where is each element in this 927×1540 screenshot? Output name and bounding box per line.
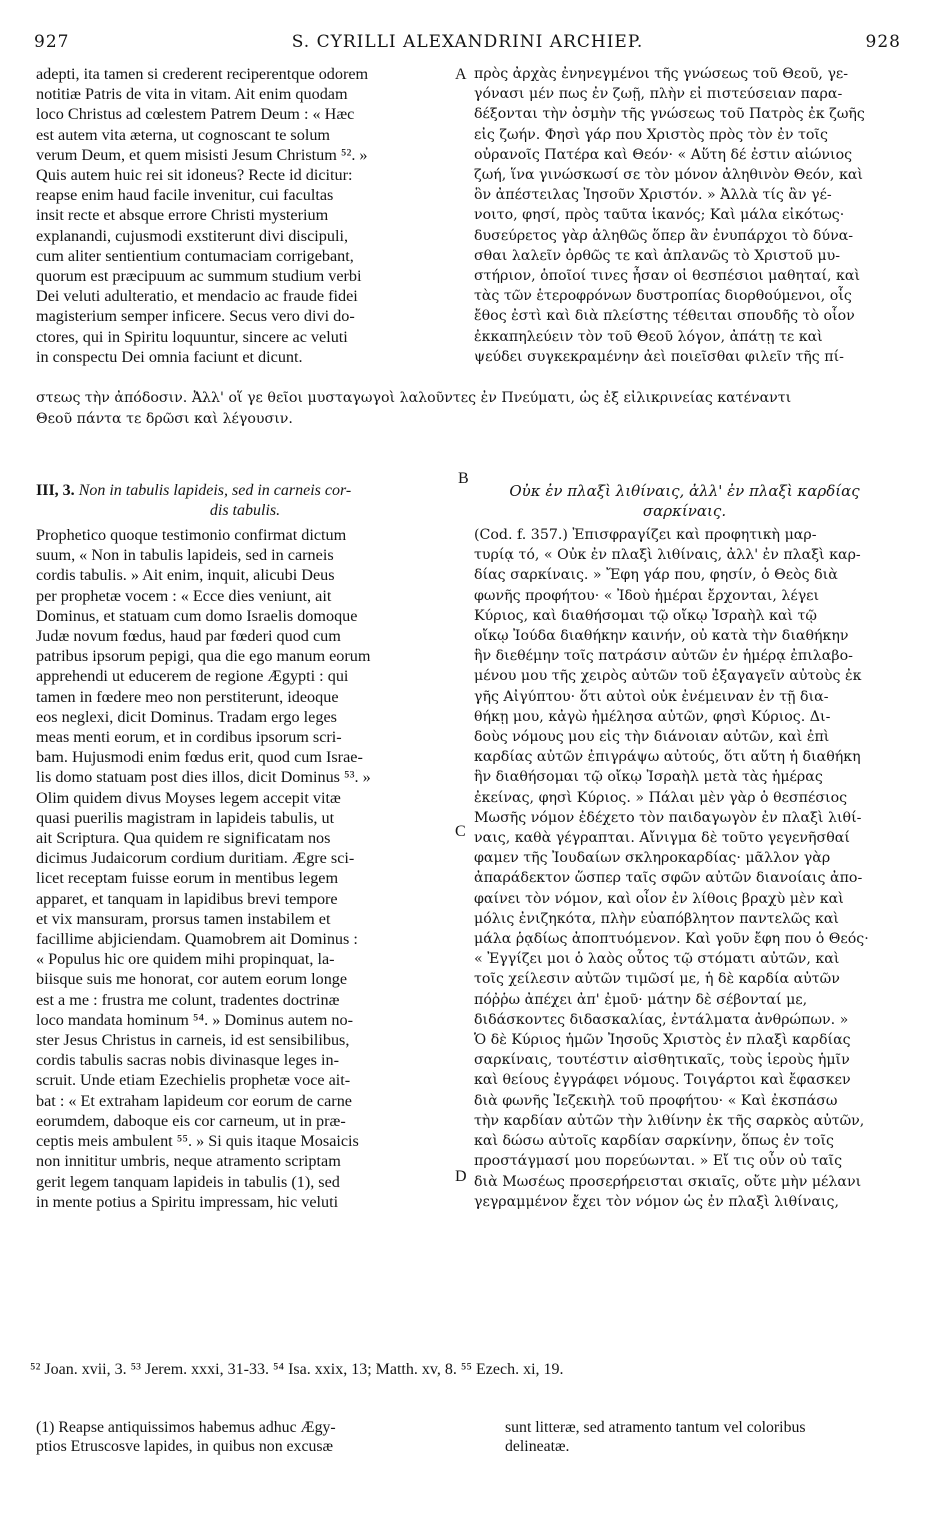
greek-main-line: δοὺς νόμους μου εἰς τὴν διάνοιαν αὐτῶν, καὶ ἐπὶ [474,729,830,746]
greek-top-line: ἔθος ἐστὶ καὶ διὰ πλείστης τέθειται σπουδῆς τὸ οἷον [474,308,855,325]
greek-main-line: καὶ θείους ἐγγράφει νόμους. Τοιγάρτοι καὶ ἔφασκεν [474,1072,851,1089]
latin-main-line: est a me : frustra me colunt, tradentes doctrinæ [36,990,340,1009]
note-right-line: delineatæ. [505,1438,570,1455]
running-title: S. CYRILLI ALEXANDRINI ARCHIEP. [291,32,644,52]
latin-main-line: facillime abjiciendam. Quamobrem ait Dominus : [36,930,358,949]
latin-top-line: Quis autem huic rei sit idoneus? Recte id dicitur: [36,166,353,185]
page-number-left: 927 [34,32,70,52]
greek-span-line: Θεοῦ πάντα τε δρῶσι καὶ λέγουσιν. [36,410,293,427]
latin-main-line: apprehendi ut educerem de regione Ægypti : qui [36,667,349,686]
page-header [34,32,901,60]
latin-top-line: in conspectu Dei omnia faciunt et dicunt. [36,347,303,366]
latin-top-line: loco Christus ad cœlestem Patrem Deum : « Hæc [36,105,355,124]
latin-main-line: suum, « Non in tabulis lapideis, sed in carneis [36,546,334,565]
note-left-line: (1) Reapse antiquissimos habemus adhuc Ægy- [36,1419,336,1436]
latin-top-line: explanandi, cujusmodi exstiterunt divi discipuli, [36,226,349,245]
latin-main-line: eos neglexi, dicit Dominus. Tradam ergo leges [36,707,337,726]
latin-main-line: non innititur umbris, neque atramento scriptam [36,1152,341,1171]
greek-main-line: τυρίᾳ τό, « Οὐκ ἐν πλαξὶ λιθίναις, ἀλλ' ἐν πλαξὶ καρ- [474,547,861,564]
greek-top-line: τὰς τῶν ἑτεροφρόνων δυστροπίας διορθούμενοι, οἷς [474,288,852,305]
latin-column-main [36,525,454,1212]
greek-main-line: διὰ Μωσέως προσερήρεισται σκιαῖς, οὔτε μὴν μέλανι [474,1173,862,1190]
latin-main-line: lis domo statuam post dies illos, dicit Dominus ⁵³. » [36,768,371,787]
greek-main-line: Μωσῆς νόμον ἐδέχετο τὸν παιδαγωγὸν ἐν πλαξὶ λιθί- [474,809,862,826]
note-right [505,1418,885,1456]
greek-column-top [474,64,895,367]
latin-main-line: bat : « Et extraham lapideum cor eorum de carne [36,1091,352,1110]
note-right-line: sunt litteræ, sed atramento tantum vel coloribus [505,1419,806,1436]
latin-main-line: et vix mansuram, prorsus tamen instabilem et [36,909,331,928]
latin-main-line: biisque suis me honorat, cor autem eorum longe [36,970,348,989]
latin-top-line: notitiæ Patris de vita in vitam. Ait enim quodam [36,85,348,104]
greek-main-line: γεγραμμένον ἔχει τὸν νόμον ὡς ἐν πλαξὶ λιθίναις, [474,1193,839,1210]
note-left-line: ptios Etruscosve lapides, in quibus non excusæ [36,1438,334,1455]
latin-main-line: apparet, et tanquam in lapidibus brevi tempore [36,889,338,908]
latin-top-line: est autem vita æterna, ut cognoscant te solum [36,125,330,144]
section-greek-line: Οὐκ ἐν πλαξὶ λιθίναις, ἀλλ' ἐν πλαξὶ καρδίας [509,482,860,500]
latin-main-line: cordis tabulis. » Ait enim, inquit, alicubi Deus [36,566,335,585]
section-greek-line: σαρκίναις. [642,502,727,520]
latin-main-line: dicimus Judaicorum cordium duritiam. Ægre sci- [36,849,355,868]
latin-main-line: meas menti eorum, et in cordibus ipsorum scri- [36,728,342,747]
margin-marker-d: D [455,1168,467,1185]
latin-main-line: loco mandata hominum ⁵⁴. » Dominus autem no- [36,1010,353,1029]
greek-top-line: στήριον, ὁποῖοί τινες ἦσαν οἱ θεσπέσιοι μαθηταί, καὶ [474,268,861,285]
greek-span-line: στεως τὴν ἀπόδοσιν. Ἀλλ' οἵ γε θεῖοι μυσταγωγοὶ λαλοῦντες ἐν Πνεύματι, ὡς ἐξ εἰλικρινείας κατέναντι [36,390,792,406]
greek-main-line: προστάγμασί μου πορεύωνται. » Εἴ τις οὖν οὐ ταῖς [474,1153,843,1170]
greek-main-line: ἣν διεθέμην τοῖς πατράσιν αὐτῶν ἐν ἡμέρᾳ ἐπιλαβο- [474,648,853,665]
greek-main-line: Κύριος, καὶ διαθήσομαι τῷ οἴκῳ Ἰσραὴλ καὶ τῷ [474,607,817,624]
greek-top-line: οὐρανοῖς Πατέρα καὶ Θεόν· « Αὕτη δέ ἐστιν αἰώνιος [474,146,853,163]
latin-top-line: verum Deum, et quem misisti Jesum Christum ⁵². » [36,145,368,164]
latin-main-line: quasi puerilis magistram in lapideis tabulis, ut [36,808,335,827]
latin-main-line: bam. Hujusmodi enim fœdus erit, quod cum Israe- [36,748,363,767]
greek-main-line: γῆς Αἰγύπτου· ὅτι αὐτοὶ οὐκ ἐνέμειναν ἐν τῇ δια- [474,688,829,705]
greek-top-line: ψεύδει συγκεκραμένην ἀεὶ ποιεῖσθαι φιλεῖν τῆς πί- [474,348,844,365]
greek-main-line: καὶ δώσω αὐτοῖς καρδίαν σαρκίνην, ὅπως ἐν τοῖς [474,1133,834,1150]
greek-main-line: σαρκίναις, τουτέστιν αἰσθητικαῖς, τοὺς ἱεροὺς ἡμῖν [474,1052,850,1069]
note-left [36,1418,472,1456]
greek-main-line: μένου μου τῆς χειρὸς αὐτῶν τοῦ ἐξαγαγεῖν αὐτοὺς ἐκ [474,668,862,685]
greek-top-line: δέξονται τὴν ὀσμὴν τῆς γνώσεως τοῦ Πατρὸς ἐκ ζωῆς [474,106,865,123]
greek-main-line: « Ἐγγίζει μοι ὁ λαὸς οὗτος τῷ στόματι αὐτῶν, καὶ [474,951,840,968]
greek-main-line: ἀπαράδεκτον ὥσπερ ταῖς σφῶν αὐτῶν διανοίαις ἀπο- [474,870,863,887]
greek-top-line: εἰς ζωήν. Φησὶ γάρ που Χριστὸς πρὸς τὸν ἐν τοῖς [474,126,828,143]
latin-main-line: per prophetæ vocem : « Ecce dies veniunt, ait [36,586,332,605]
greek-main-line: φωνῆς προφήτου· « Ἰδοὺ ἡμέραι ἔρχονται, λέγει [474,587,820,604]
margin-marker-b: B [458,470,469,487]
greek-main-line: φαμεν τῆς Ἰουδαίων σκληροκαρδίας· μᾶλλον γὰρ [474,850,831,867]
greek-top-line: ἐκκαπηλεύειν τὸν τοῦ Θεοῦ λόγον, ἀπάτῃ τε καὶ [474,328,823,345]
greek-top-line: σθαι λαλεῖν ὀρθῶς τε καὶ ἀπλανῶς τὸ Χριστοῦ μυ- [474,247,841,264]
latin-top-line: Dei veluti adulteratio, et mendacio ac fraude fidei [36,287,358,306]
greek-main-line: μόλις ἐνιζηκότα, πλὴν εὐαπόβλητον παντελῶς καὶ [474,910,839,927]
latin-column-top [36,64,454,367]
latin-main-line: patribus ipsorum pepigi, qua die ego manum eorum [36,647,371,666]
latin-main-line: gerit legem tanquam lapideis in tabulis (1), sed [36,1172,340,1191]
greek-main-line: ἣν διαθήσομαι τῷ οἴκῳ Ἰσραὴλ μετὰ τὰς ἡμέρας [474,769,823,786]
latin-main-line: ait Scriptura. Qua quidem re significatam nos [36,829,331,848]
greek-span-text [36,388,896,429]
latin-main-line: in mente potius a Spiritu impressam, hic veluti [36,1192,339,1211]
latin-main-line: tamen in fœdere meo non perstiterunt, ideoque [36,687,339,706]
greek-main-line: (Cod. f. 357.) Ἐπισφραγίζει καὶ προφητικὴ μαρ- [474,527,817,543]
latin-top-line: cum aliter sentientium contumaciam corrigebant, [36,246,354,265]
greek-main-line: τὴν καρδίαν αὐτῶν τὴν λιθίνην ἐκ τῆς σαρκὸς αὐτῶν, [474,1112,865,1129]
latin-main-line: ster Jesus Christus in carneis, id est sensibilibus, [36,1031,350,1050]
latin-main-line: scruit. Unde etiam Ezechielis prophetæ voce ait- [36,1071,351,1090]
greek-main-line: οἴκῳ Ἰούδα διαθήκην καινήν, οὐ κατὰ τὴν διαθήκην [474,628,849,645]
latin-top-line: ctores, qui in Spiritu loquuntur, sincere ac veluti [36,327,348,346]
footnote-references: ⁵² Joan. xvii, 3. ⁵³ Jerem. xxxi, 31-33. ⁵⁴ Isa. xxix, 13; Matth. xv, 8. ⁵⁵ Ezech. xi, 19. [30,1361,564,1378]
greek-main-line: μάλα ῥᾳδίως ἀποπτυόμενον. Καὶ γοῦν ἔφη που ὁ Θεός· [474,931,869,948]
latin-top-line: magisterium semper inficere. Secus vero divi do- [36,307,355,326]
greek-main-line: τοῖς χείλεσιν αὐτῶν τιμῶσί με, ἡ δὲ καρδία αὐτῶν [474,971,840,988]
latin-main-line: Judæ novum fœdus, haud par fœderi quod cum [36,627,341,646]
greek-column-main [474,525,895,1212]
latin-main-line: eorumdem, daboque eis cor carneum, ut in præ- [36,1111,346,1130]
greek-top-line: νοιτο, φησί, πρὸς ταῦτα ἱκανός; Καὶ μάλα εἰκότως· [474,207,845,224]
latin-top-line: quorum est præcipuum ac summum studium verbi [36,267,362,286]
latin-top-line: adepti, ita tamen si crederent reciperentque odorem [36,65,369,83]
greek-main-line: καρδίας αὐτῶν ἐπιγράψω αὐτούς, ὅτι αὕτη ἡ διαθήκη [474,749,861,766]
greek-main-line: δίας σαρκίναις. » Ἔφη γάρ που, φησίν, ὁ Θεὸς διὰ [474,567,838,584]
section-heading-latin-line2: dis tabulis. [209,502,281,519]
latin-main-line: Dominus, et statuam cum domo Israelis domoque [36,606,358,625]
margin-marker-c: C [455,823,466,840]
latin-main-line: ceptis meis ambulent ⁵⁵. » Si quis itaque Mosaicis [36,1132,359,1151]
greek-top-line: δυσεύρετος γὰρ ἀληθῶς ὅπερ ἂν ἐνυπάρχοι τὸ δύνα- [474,227,854,244]
greek-top-line: ζωή, ἵνα γινώσκωσί σε τὸν μόνον ἀληθινὸν Θεόν, καὶ [474,167,863,184]
latin-main-line: « Populus hic ore quidem mihi propinquat, la- [36,950,335,969]
greek-top-line: πρὸς ἀρχὰς ἐνηνεγμένοι τῆς γνώσεως τοῦ Θεοῦ, γε- [474,66,849,82]
greek-main-line: θήκῃ μου, κἀγὼ ἠμέλησα αὐτῶν, φησὶ Κύριος. Δι- [474,708,831,725]
margin-marker-a: A [455,66,467,83]
latin-main-line: Olim quidem divus Moyses legem accepit vitæ [36,788,341,807]
latin-top-line: insit recte et absque errore Christi mysterium [36,206,329,225]
greek-main-line: ναις, καθὰ γέγραπται. Αἴνιγμα δὲ τοῦτο γεγενῆσθαί [474,830,850,847]
latin-main-line: cordis tabulis sacras nobis divinasque leges in- [36,1051,340,1070]
greek-main-line: διὰ φωνῆς Ἰεζεκιὴλ τοῦ προφήτου· « Καὶ ἐκσπάσω [474,1092,838,1109]
page-number-right: 928 [865,32,901,52]
greek-main-line: φαίνει τὸν νόμον, καὶ οἷον ἐν λίθοις βραχὺ μὲν καὶ [474,890,844,907]
greek-top-line: ὃν ἀπέστειλας Ἰησοῦν Χριστόν. » Ἀλλὰ τίς ἂν γέ- [474,187,832,204]
greek-top-line: γόνασι μέν πως ἐν ζωῇ, πλὴν εἰ πιστεύσειαν παρα- [474,86,843,103]
greek-main-line: διδάσκοντες διδασκαλίας, ἐντάλματα ἀνθρώπων. » [474,1011,849,1028]
section-heading-latin-line1: III, 3. Non in tabulis lapideis, sed in carneis cor- [36,482,352,499]
section-heading-latin [36,481,454,521]
section-heading-greek [474,481,895,521]
latin-main-line: licet receptam fuisse eorum in mentibus legem [36,869,339,888]
greek-main-line: πόῤῥω ἀπέχει ἀπ' ἐμοῦ· μάτην δὲ σέβονταί με, [474,991,808,1008]
latin-top-line: reapse enim haud facile invenitur, cui facultas [36,186,334,205]
greek-main-line: Ὁ δὲ Κύριος ἡμῶν Ἰησοῦς Χριστὸς ἐν πλαξὶ καρδίας [474,1032,851,1049]
greek-main-line: ἐκείνας, φησὶ Κύριος. » Πάλαι μὲν γὰρ ὁ θεσπέσιος [474,789,848,806]
latin-main-line: Prophetico quoque testimonio confirmat dictum [36,526,347,544]
